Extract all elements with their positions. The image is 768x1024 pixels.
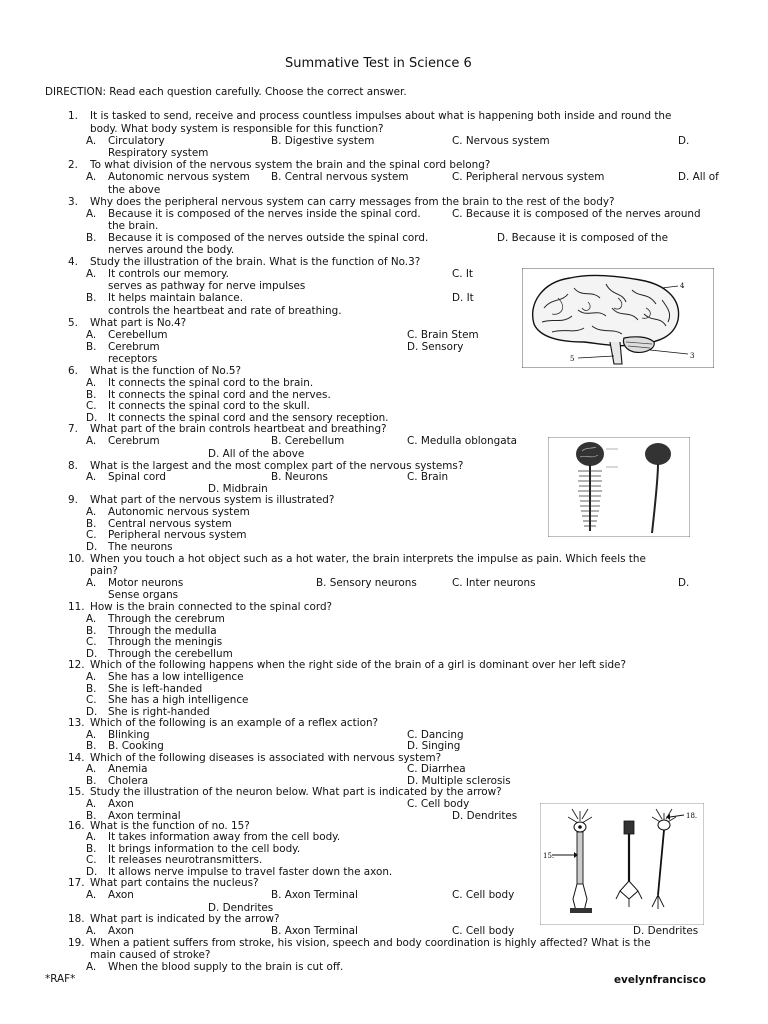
choice-d: D. Dendrites	[633, 925, 699, 937]
choice-letter: C.	[86, 854, 97, 866]
choice-d: D. Multiple sclerosis	[407, 775, 511, 787]
choice-d: D.	[678, 135, 690, 147]
neuron-label-18: 18.	[686, 812, 698, 820]
choice-a: Axon	[108, 889, 134, 901]
choice-a: It controls our memory.	[108, 268, 229, 280]
choice-d: D. It	[452, 292, 474, 304]
brain-label-5: 5	[570, 355, 575, 363]
question-number: 3.	[68, 196, 78, 208]
question-text: Why does the peripheral nervous system can carry messages from the brain to the rest of the body?	[90, 196, 615, 208]
question-text: When you touch a hot object such as a hot water, the brain interprets the impulse as pain. Which feels the	[90, 553, 646, 565]
question-number: 15.	[68, 786, 85, 798]
choice-b: It brings information to the cell body.	[108, 843, 301, 855]
question-number: 4.	[68, 256, 78, 268]
choice-d: D. Dendrites	[452, 810, 518, 822]
question-text: Study the illustration of the brain. What is the function of No.3?	[90, 256, 421, 268]
choice-a: Axon	[108, 925, 134, 937]
choice-letter: B.	[86, 518, 97, 530]
choice-c: Peripheral nervous system	[108, 529, 247, 541]
choice-letter: C.	[86, 636, 97, 648]
question-text: It is tasked to send, receive and process countless impulses about what is happening both inside and round the	[90, 110, 672, 122]
choice-c: It connects the spinal cord to the skull.	[108, 400, 310, 412]
choice-a: Anemia	[108, 763, 148, 775]
choice-d: D. Midbrain	[208, 483, 268, 495]
choice-letter: C.	[86, 694, 97, 706]
question-number: 2.	[68, 159, 78, 171]
question-text: To what division of the nervous system the brain and the spinal cord belong?	[90, 159, 491, 171]
choice-letter: C.	[86, 529, 97, 541]
choice-a: She has a low intelligence	[108, 671, 244, 683]
choice-a: It connects the spinal cord to the brain.	[108, 377, 314, 389]
choice-c: C. Cell body	[452, 925, 515, 937]
choice-b-cont: nerves around the body.	[108, 244, 235, 256]
neuron-label-15: 15.	[543, 852, 555, 860]
choice-b: B. Cooking	[108, 740, 164, 752]
choice-d: D. Dendrites	[208, 902, 274, 914]
choice-letter: A.	[86, 613, 97, 625]
question-text: What part is indicated by the arrow?	[90, 913, 280, 925]
choice-c: C. Brain Stem	[407, 329, 479, 341]
choice-c: C. Nervous system	[452, 135, 550, 147]
choice-b: It helps maintain balance.	[108, 292, 244, 304]
choice-b: B. Cerebellum	[271, 435, 345, 447]
choice-letter: C.	[86, 400, 97, 412]
question-text: Which of the following happens when the right side of the brain of a girl is dominant over her left side?	[90, 659, 626, 671]
choice-c: C. Diarrhea	[407, 763, 466, 775]
choice-letter: A.	[86, 435, 97, 447]
choice-letter: A.	[86, 268, 97, 280]
question-text: main caused of stroke?	[90, 949, 211, 961]
question-number: 16.	[68, 820, 85, 832]
choice-letter: B.	[86, 341, 97, 353]
choice-c: C. Inter neurons	[452, 577, 536, 589]
choice-letter: A.	[86, 471, 97, 483]
choice-d-cont: controls the heartbeat and rate of breathing.	[108, 305, 342, 317]
choice-letter: B.	[86, 232, 97, 244]
choice-c-cont: serves as pathway for nerve impulses	[108, 280, 306, 292]
question-number: 8.	[68, 460, 78, 472]
choice-letter: A.	[86, 961, 97, 973]
choice-d: Through the cerebellum	[108, 648, 233, 660]
choice-d-cont: the above	[108, 184, 161, 196]
question-text: What is the function of no. 15?	[90, 820, 250, 832]
question-number: 19.	[68, 937, 85, 949]
question-text: What is the largest and the most complex part of the nervous systems?	[90, 460, 464, 472]
choice-c: She has a high intelligence	[108, 694, 249, 706]
choice-letter: B.	[86, 625, 97, 637]
choice-letter: A.	[86, 889, 97, 901]
choice-c: C. Peripheral nervous system	[452, 171, 605, 183]
choice-d-cont: Respiratory system	[108, 147, 209, 159]
choice-letter: A.	[86, 135, 97, 147]
choice-a-cont: the brain.	[108, 220, 159, 232]
choice-b: Axon terminal	[108, 810, 181, 822]
choice-d: D. Because it is composed of the	[497, 232, 668, 244]
choice-b: B. Axon Terminal	[271, 889, 358, 901]
choice-d: She is right-handed	[108, 706, 210, 718]
question-text: What part is No.4?	[90, 317, 187, 329]
question-number: 7.	[68, 423, 78, 435]
question-number: 14.	[68, 752, 85, 764]
choice-a: Autonomic nervous system	[108, 171, 250, 183]
question-text: body. What body system is responsible for this function?	[90, 123, 384, 135]
choice-c: Through the meningis	[108, 636, 223, 648]
question-number: 1.	[68, 110, 78, 122]
choice-a: Blinking	[108, 729, 150, 741]
choice-letter: D.	[86, 866, 98, 878]
choice-letter: B.	[86, 740, 97, 752]
choice-c: C. Cell body	[452, 889, 515, 901]
question-text: Which of the following is an example of a reflex action?	[90, 717, 379, 729]
choice-letter: B.	[86, 683, 97, 695]
question-number: 5.	[68, 317, 78, 329]
choice-a: Cerebellum	[108, 329, 168, 341]
choice-letter: B.	[86, 775, 97, 787]
choice-letter: B.	[86, 389, 97, 401]
choice-letter: A.	[86, 729, 97, 741]
choice-b: It connects the spinal cord and the nerves.	[108, 389, 331, 401]
choice-letter: A.	[86, 763, 97, 775]
question-text: What is the function of No.5?	[90, 365, 242, 377]
brain-illustration	[522, 268, 714, 368]
choice-b: Cholera	[108, 775, 149, 787]
choice-letter: D.	[86, 412, 98, 424]
question-text: When a patient suffers from stroke, his vision, speech and body coordination is highly affected? What is the	[90, 937, 651, 949]
question-text: Which of the following diseases is associated with nervous system?	[90, 752, 442, 764]
choice-b: B. Axon Terminal	[271, 925, 358, 937]
choice-d-cont: Sense organs	[108, 589, 179, 601]
choice-c: C. Dancing	[407, 729, 464, 741]
choice-a: Because it is composed of the nerves inside the spinal cord.	[108, 208, 421, 220]
question-number: 17.	[68, 877, 85, 889]
choice-letter: B.	[86, 843, 97, 855]
choice-c: C. It	[452, 268, 473, 280]
footer-left: *RAF*	[45, 973, 76, 985]
nervous-system-illustration	[548, 437, 690, 537]
choice-b: Central nervous system	[108, 518, 232, 530]
question-number: 13.	[68, 717, 85, 729]
question-number: 18.	[68, 913, 85, 925]
choice-letter: A.	[86, 831, 97, 843]
choice-d-cont: receptors	[108, 353, 158, 365]
choice-letter: A.	[86, 671, 97, 683]
question-number: 9.	[68, 494, 78, 506]
choice-letter: A.	[86, 798, 97, 810]
choice-letter: D.	[86, 706, 98, 718]
question-text: pain?	[90, 565, 118, 577]
choice-d: D.	[678, 577, 690, 589]
choice-a: Autonomic nervous system	[108, 506, 250, 518]
choice-b: B. Central nervous system	[271, 171, 409, 183]
choice-c: C. Because it is composed of the nerves around	[452, 208, 701, 220]
choice-letter: D.	[86, 648, 98, 660]
page-title: Summative Test in Science 6	[285, 56, 472, 71]
choice-letter: A.	[86, 925, 97, 937]
question-text: What part contains the nucleus?	[90, 877, 259, 889]
choice-b: B. Neurons	[271, 471, 328, 483]
choice-b: B. Digestive system	[271, 135, 375, 147]
choice-letter: B.	[86, 810, 97, 822]
choice-d: D. All of the above	[208, 448, 305, 460]
choice-c: C. Medulla oblongata	[407, 435, 518, 447]
question-number: 10.	[68, 553, 85, 565]
question-text: What part of the brain controls heartbeat and breathing?	[90, 423, 387, 435]
choice-a: Motor neurons	[108, 577, 184, 589]
question-text: What part of the nervous system is illustrated?	[90, 494, 335, 506]
footer-author: evelynfrancisco	[614, 974, 706, 986]
choice-a: Spinal cord	[108, 471, 166, 483]
choice-b: Through the medulla	[108, 625, 217, 637]
choice-letter: B.	[86, 292, 97, 304]
choice-letter: A.	[86, 171, 97, 183]
choice-b: She is left-handed	[108, 683, 203, 695]
directions: DIRECTION: Read each question carefully. Choose the correct answer.	[45, 86, 407, 98]
choice-a: Cerebrum	[108, 435, 160, 447]
choice-d: D. Sensory	[407, 341, 464, 353]
question-number: 6.	[68, 365, 78, 377]
choice-b: Because it is composed of the nerves outside the spinal cord.	[108, 232, 429, 244]
question-text: How is the brain connected to the spinal cord?	[90, 601, 333, 613]
choice-letter: D.	[86, 541, 98, 553]
choice-a: When the blood supply to the brain is cut off.	[108, 961, 344, 973]
choice-c: C. Cell body	[407, 798, 470, 810]
choice-a: Through the cerebrum	[108, 613, 225, 625]
question-number: 11.	[68, 601, 85, 613]
choice-d: D. Singing	[407, 740, 461, 752]
choice-c: C. Brain	[407, 471, 449, 483]
choice-letter: A.	[86, 506, 97, 518]
brain-label-3: 3	[690, 352, 695, 360]
choice-a: It takes information away from the cell body.	[108, 831, 341, 843]
choice-a: Axon	[108, 798, 134, 810]
neuron-illustration	[540, 803, 704, 925]
choice-letter: A.	[86, 208, 97, 220]
choice-d: It allows nerve impulse to travel faster down the axon.	[108, 866, 393, 878]
choice-letter: A.	[86, 329, 97, 341]
choice-letter: A.	[86, 377, 97, 389]
choice-b: B. Sensory neurons	[316, 577, 417, 589]
choice-a: Circulatory	[108, 135, 165, 147]
question-number: 12.	[68, 659, 85, 671]
choice-c: It releases neurotransmitters.	[108, 854, 263, 866]
choice-d: It connects the spinal cord and the sensory reception.	[108, 412, 389, 424]
choice-d: The neurons	[108, 541, 173, 553]
choice-b: Cerebrum	[108, 341, 160, 353]
choice-d: D. All of	[678, 171, 719, 183]
question-text: Study the illustration of the neuron below. What part is indicated by the arrow?	[90, 786, 502, 798]
choice-letter: A.	[86, 577, 97, 589]
brain-label-4: 4	[680, 282, 685, 290]
